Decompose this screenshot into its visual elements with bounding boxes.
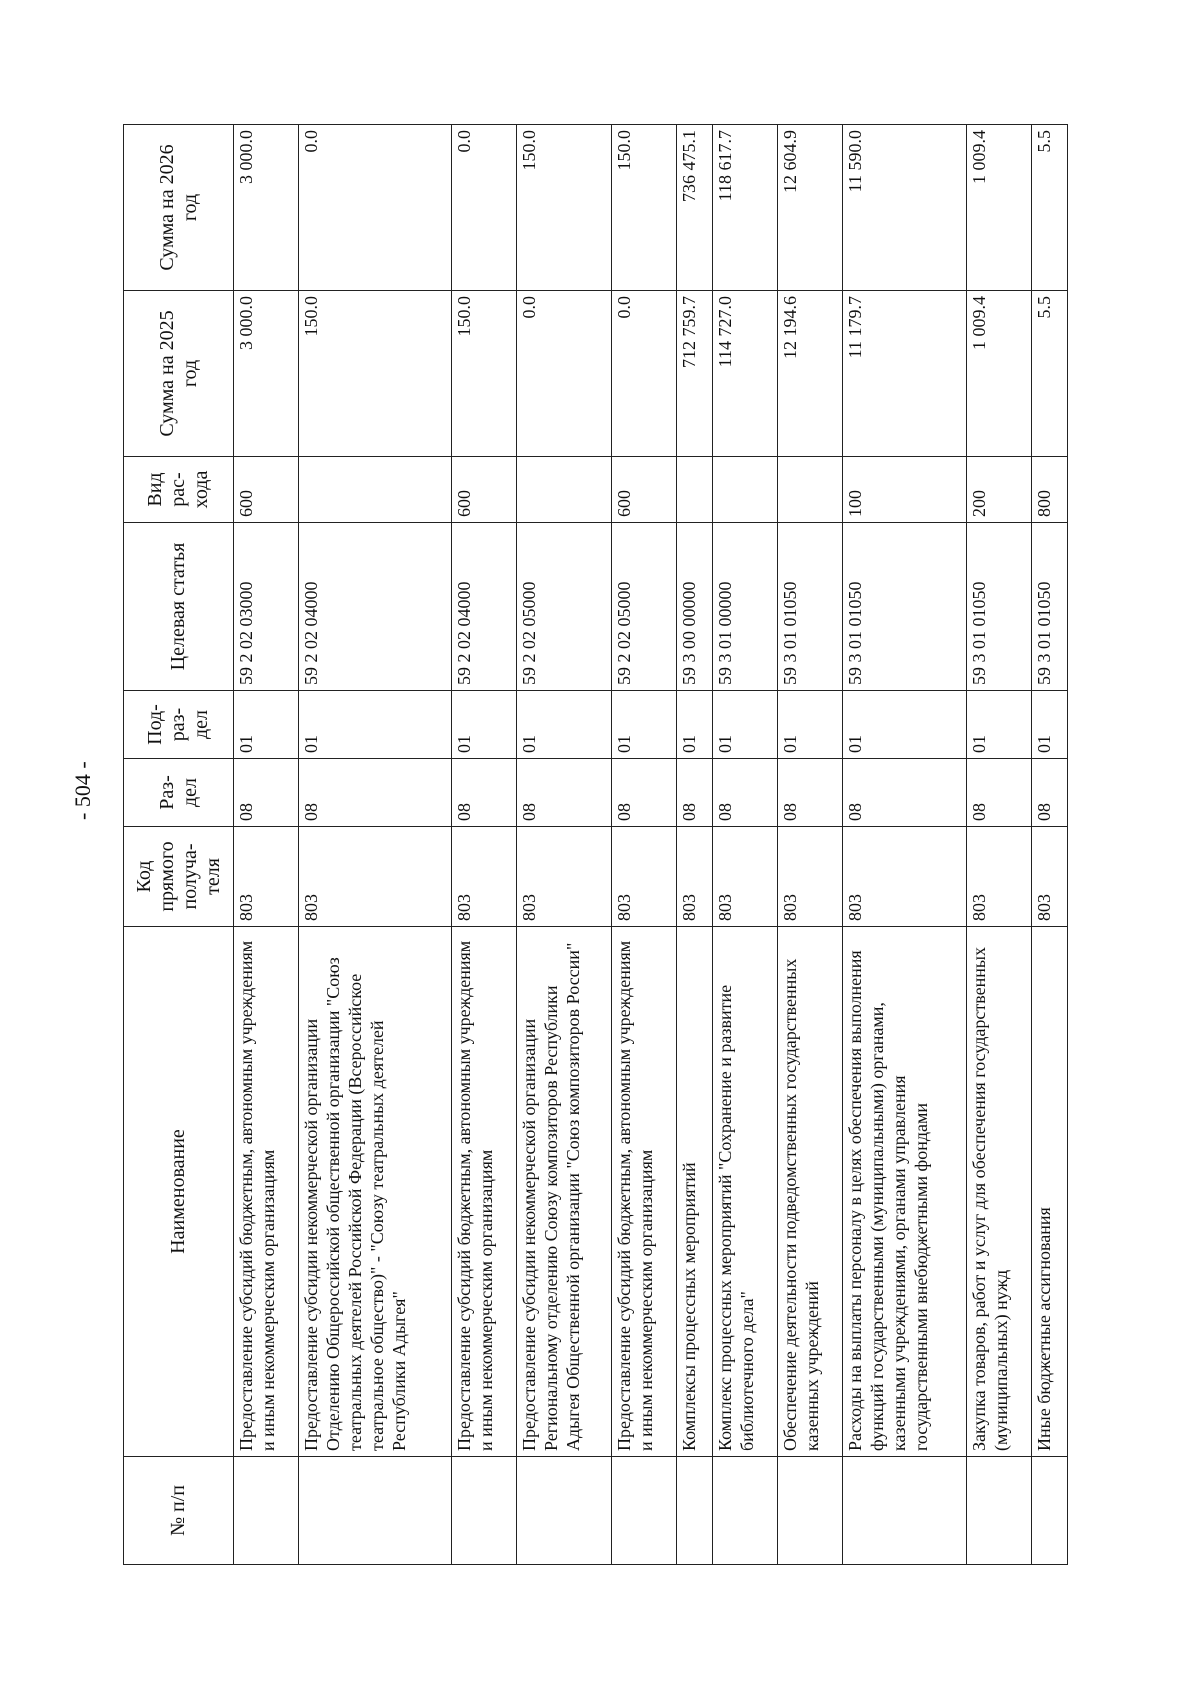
cell-sum2026: 12 604.9 [777,125,842,291]
cell-num [299,1457,452,1565]
cell-razdel: 08 [611,759,676,827]
cell-tsel: 59 3 01 01050 [777,523,842,691]
cell-name: Комплекс процессных мероприятий "Сохранение и развитие библиотечного дела" [712,927,777,1457]
header-razdel: Раз-дел [124,759,234,827]
cell-sum2026: 150.0 [611,125,676,291]
cell-vid [517,457,611,523]
cell-razdel: 08 [777,759,842,827]
cell-code: 803 [1032,827,1068,927]
cell-podrazdel: 01 [299,691,452,759]
cell-name: Иные бюджетные ассигнования [1032,927,1068,1457]
cell-sum2026: 5.5 [1032,125,1068,291]
cell-sum2025: 11 179.7 [843,291,967,457]
table-row [843,125,967,1565]
cell-name: Предоставление субсидий бюджетным, автономным учреждениям и иным некоммерческим организациям [234,927,299,1457]
header-sum2026: Сумма на 2026 год [124,125,234,291]
cell-num [712,1457,777,1565]
header-podrazdel: Под-раз-дел [124,691,234,759]
cell-razdel: 08 [1032,759,1068,827]
cell-code: 803 [452,827,517,927]
cell-vid: 600 [452,457,517,523]
cell-podrazdel: 01 [712,691,777,759]
cell-sum2026: 736 475.1 [676,125,712,291]
cell-sum2025: 0.0 [517,291,611,457]
cell-tsel: 59 2 02 05000 [611,523,676,691]
cell-num [452,1457,517,1565]
cell-razdel: 08 [517,759,611,827]
cell-vid: 600 [234,457,299,523]
cell-sum2026: 0.0 [299,125,452,291]
table-row [452,125,517,1565]
cell-num [843,1457,967,1565]
cell-sum2025: 3 000.0 [234,291,299,457]
cell-sum2026: 118 617.7 [712,125,777,291]
cell-razdel: 08 [843,759,967,827]
table-row [712,125,777,1565]
cell-code: 803 [234,827,299,927]
cell-razdel: 08 [676,759,712,827]
header-vid: Вид рас-хода [124,457,234,523]
cell-sum2026: 1 009.4 [966,125,1031,291]
cell-name: Предоставление субсидии некоммерческой организации Региональному отделению Союзу композиторов Республики Адыгея Общественной организации "Союз композиторов России" [517,927,611,1457]
cell-vid: 800 [1032,457,1068,523]
header-name: Наименование [124,927,234,1457]
cell-sum2025: 150.0 [452,291,517,457]
cell-code: 803 [777,827,842,927]
cell-podrazdel: 01 [1032,691,1068,759]
cell-code: 803 [676,827,712,927]
cell-vid [777,457,842,523]
cell-sum2025: 150.0 [299,291,452,457]
cell-razdel: 08 [966,759,1031,827]
cell-vid [299,457,452,523]
table-row [299,125,452,1565]
cell-podrazdel: 01 [843,691,967,759]
cell-tsel: 59 3 00 00000 [676,523,712,691]
cell-vid: 200 [966,457,1031,523]
budget-table [123,124,1068,1565]
cell-podrazdel: 01 [452,691,517,759]
cell-tsel: 59 3 01 01050 [843,523,967,691]
header-code: Код прямого получа-теля [124,827,234,927]
cell-razdel: 08 [299,759,452,827]
rotated-page [123,125,1068,1565]
cell-code: 803 [517,827,611,927]
cell-name: Расходы на выплаты персоналу в целях обеспечения выполнения функций государственными (муниципальными) органами, казенными учреждениями, органами управления государственными внебюджетными фондами [843,927,967,1457]
cell-sum2025: 5.5 [1032,291,1068,457]
cell-sum2025: 712 759.7 [676,291,712,457]
cell-name: Предоставление субсидий бюджетным, автономным учреждениям и иным некоммерческим организациям [611,927,676,1457]
cell-tsel: 59 2 02 03000 [234,523,299,691]
cell-num [777,1457,842,1565]
cell-code: 803 [966,827,1031,927]
cell-name: Обеспечение деятельности подведомственных государственных казенных учреждений [777,927,842,1457]
table-row [611,125,676,1565]
cell-podrazdel: 01 [234,691,299,759]
cell-tsel: 59 2 02 04000 [299,523,452,691]
cell-tsel: 59 3 01 01050 [966,523,1031,691]
header-sum2025: Сумма на 2025 год [124,291,234,457]
cell-razdel: 08 [452,759,517,827]
cell-vid [712,457,777,523]
cell-name: Комплексы процессных мероприятий [676,927,712,1457]
cell-sum2025: 12 194.6 [777,291,842,457]
cell-vid: 600 [611,457,676,523]
page-number: - 504 - [70,761,95,820]
table-row [676,125,712,1565]
cell-num [966,1457,1031,1565]
table-row [234,125,299,1565]
cell-vid: 100 [843,457,967,523]
cell-num [234,1457,299,1565]
cell-num [676,1457,712,1565]
cell-num [1032,1457,1068,1565]
cell-sum2025: 0.0 [611,291,676,457]
cell-podrazdel: 01 [676,691,712,759]
cell-num [611,1457,676,1565]
cell-code: 803 [712,827,777,927]
cell-sum2026: 3 000.0 [234,125,299,291]
cell-num [517,1457,611,1565]
cell-podrazdel: 01 [777,691,842,759]
cell-name: Предоставление субсидий бюджетным, автономным учреждениям и иным некоммерческим организациям [452,927,517,1457]
table-row [517,125,611,1565]
header-row [124,125,234,1565]
cell-tsel: 59 3 01 00000 [712,523,777,691]
cell-code: 803 [611,827,676,927]
cell-tsel: 59 3 01 01050 [1032,523,1068,691]
cell-name: Предоставление субсидии некоммерческой организации Отделению Общероссийской общественной организации "Союз театральных деятелей Российской Федерации (Всероссийское театральное общество)" - "Союзу театральных деятелей Республики Адыгея" [299,927,452,1457]
cell-sum2026: 150.0 [517,125,611,291]
header-tsel: Целевая статья [124,523,234,691]
cell-razdel: 08 [234,759,299,827]
cell-razdel: 08 [712,759,777,827]
cell-sum2025: 114 727.0 [712,291,777,457]
cell-code: 803 [299,827,452,927]
cell-name: Закупка товаров, работ и услуг для обеспечения государственных (муниципальных) нужд [966,927,1031,1457]
header-num: № п/п [124,1457,234,1565]
cell-code: 803 [843,827,967,927]
table-row [777,125,842,1565]
cell-tsel: 59 2 02 05000 [517,523,611,691]
table-row [966,125,1031,1565]
table-row [1032,125,1068,1565]
cell-podrazdel: 01 [517,691,611,759]
cell-tsel: 59 2 02 04000 [452,523,517,691]
cell-podrazdel: 01 [966,691,1031,759]
cell-sum2026: 0.0 [452,125,517,291]
cell-vid [676,457,712,523]
cell-sum2025: 1 009.4 [966,291,1031,457]
cell-podrazdel: 01 [611,691,676,759]
cell-sum2026: 11 590.0 [843,125,967,291]
